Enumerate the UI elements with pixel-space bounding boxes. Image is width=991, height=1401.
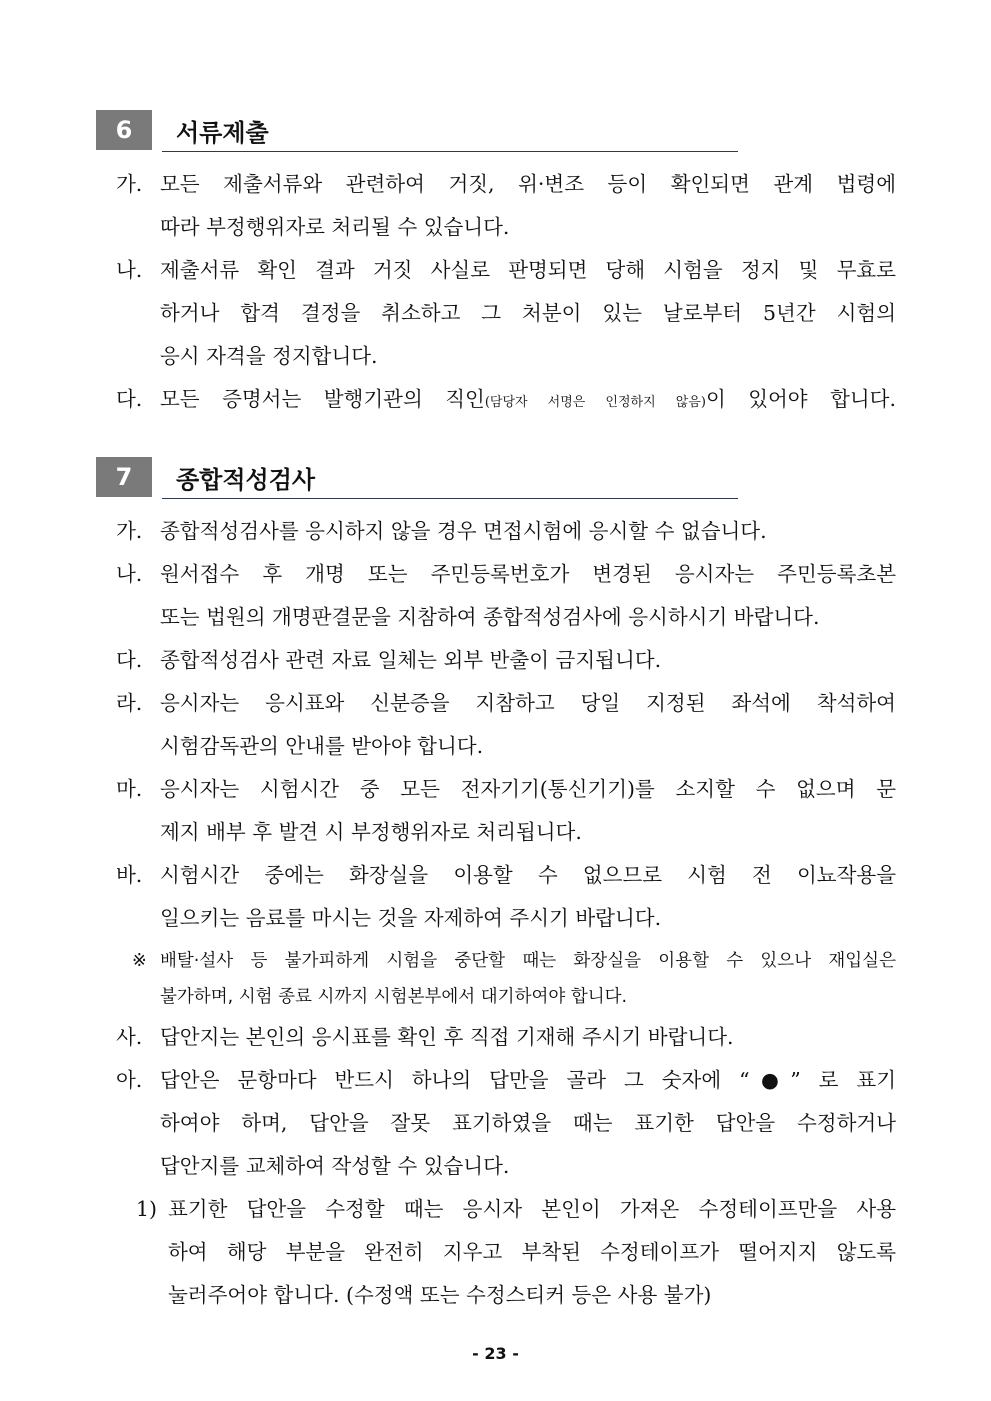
item-line: 제출서류 확인 결과 거짓 사실로 판명되면 당해 시험을 정지 및 무효로 xyxy=(160,258,896,282)
note-line: 불가하며, 시험 종료 시까지 시험본부에서 대기하여야 합니다. xyxy=(160,987,628,1007)
list-item xyxy=(116,1016,896,1059)
item-note-small: (담당자 서명은 인정하지 않음) xyxy=(484,395,706,410)
list-item xyxy=(116,510,896,553)
item-line: 원서접수 후 개명 또는 주민등록번호가 변경된 응시자는 주민등록초본 xyxy=(160,562,896,586)
section-7-header xyxy=(96,457,738,497)
list-item xyxy=(116,639,896,682)
list-item xyxy=(116,854,896,940)
item-line: 답안은 문항마다 반드시 하나의 답만을 골라 그 숫자에 “●” 로 표기 xyxy=(160,1068,896,1092)
item-line: 답안지는 본인의 응시표를 확인 후 직접 기재해 주시기 바랍니다. xyxy=(160,1025,734,1049)
page-number: - 23 - xyxy=(472,1344,519,1363)
item-label: 나. xyxy=(116,258,143,282)
list-item xyxy=(116,163,896,249)
item-label: 나. xyxy=(116,562,143,586)
item-line: 따라 부정행위자로 처리될 수 있습니다. xyxy=(160,215,510,239)
item-line: 하거나 합격 결정을 취소하고 그 처분이 있는 날로부터 5년간 시험의 xyxy=(160,301,896,325)
section-number: 6 xyxy=(96,110,152,150)
item-line: 응시 자격을 정지합니다. xyxy=(160,344,378,368)
item-line: 또는 법원의 개명판결문을 지참하여 종합적성검사에 응시하시기 바랍니다. xyxy=(160,605,820,629)
section-number: 7 xyxy=(96,457,152,497)
list-item xyxy=(116,1059,896,1188)
list-item xyxy=(116,378,896,424)
item-label: 마. xyxy=(116,777,143,801)
section-title: 서류제출 xyxy=(176,119,269,147)
note-item xyxy=(132,943,896,1015)
item-line: 표기한 답안을 수정할 때는 응시자 본인이 가져온 수정테이프만을 사용 xyxy=(168,1197,896,1221)
item-line: 눌러주어야 합니다. (수정액 또는 수정스티커 등은 사용 불가) xyxy=(168,1283,712,1307)
item-line xyxy=(160,378,896,424)
note-line: 배탈·설사 등 불가피하게 시험을 중단할 때는 화장실을 이용할 수 있으나 재입실은 xyxy=(160,951,896,971)
item-line: 일으키는 음료를 마시는 것을 자제하여 주시기 바랍니다. xyxy=(160,906,662,930)
item-label: 가. xyxy=(116,519,143,543)
section-divider xyxy=(162,498,738,499)
note-mark: ※ xyxy=(132,951,147,971)
section-6-header xyxy=(96,110,738,150)
item-line: 시험감독관의 안내를 받아야 합니다. xyxy=(160,734,484,758)
item-line: 하여야 하며, 답안을 잘못 표기하였을 때는 표기한 답안을 수정하거나 xyxy=(160,1111,896,1135)
item-line: 답안지를 교체하여 작성할 수 있습니다. xyxy=(160,1154,510,1178)
list-item xyxy=(116,553,896,639)
section-divider xyxy=(162,151,738,152)
item-line: 시험시간 중에는 화장실을 이용할 수 없으므로 시험 전 이뇨작용을 xyxy=(160,863,896,887)
list-item xyxy=(116,768,896,854)
item-label: 다. xyxy=(116,648,143,672)
section-title: 종합적성검사 xyxy=(176,466,316,494)
item-line: 응시자는 시험시간 중 모든 전자기기(통신기기)를 소지할 수 없으며 문 xyxy=(160,777,896,801)
item-label: 라. xyxy=(116,691,143,715)
sub-item xyxy=(136,1188,896,1317)
item-text: 이 있어야 합니다. xyxy=(705,387,897,411)
list-item xyxy=(116,249,896,378)
item-label: 다. xyxy=(116,387,143,411)
item-label: 바. xyxy=(116,863,143,887)
item-label: 1) xyxy=(136,1197,158,1221)
item-label: 아. xyxy=(116,1068,143,1092)
item-text: 모든 증명서는 발행기관의 직인 xyxy=(160,387,485,411)
list-item xyxy=(116,682,896,768)
item-line: 종합적성검사 관련 자료 일체는 외부 반출이 금지됩니다. xyxy=(160,648,662,672)
item-label: 사. xyxy=(116,1025,143,1049)
item-label: 가. xyxy=(116,172,143,196)
item-line: 종합적성검사를 응시하지 않을 경우 면접시험에 응시할 수 없습니다. xyxy=(160,519,767,543)
item-line: 제지 배부 후 발견 시 부정행위자로 처리됩니다. xyxy=(160,820,582,844)
item-line: 하여 해당 부분을 완전히 지우고 부착된 수정테이프가 떨어지지 않도록 xyxy=(168,1240,896,1264)
item-line: 응시자는 응시표와 신분증을 지참하고 당일 지정된 좌석에 착석하여 xyxy=(160,691,896,715)
item-line: 모든 제출서류와 관련하여 거짓, 위·변조 등이 확인되면 관계 법령에 xyxy=(160,172,896,196)
